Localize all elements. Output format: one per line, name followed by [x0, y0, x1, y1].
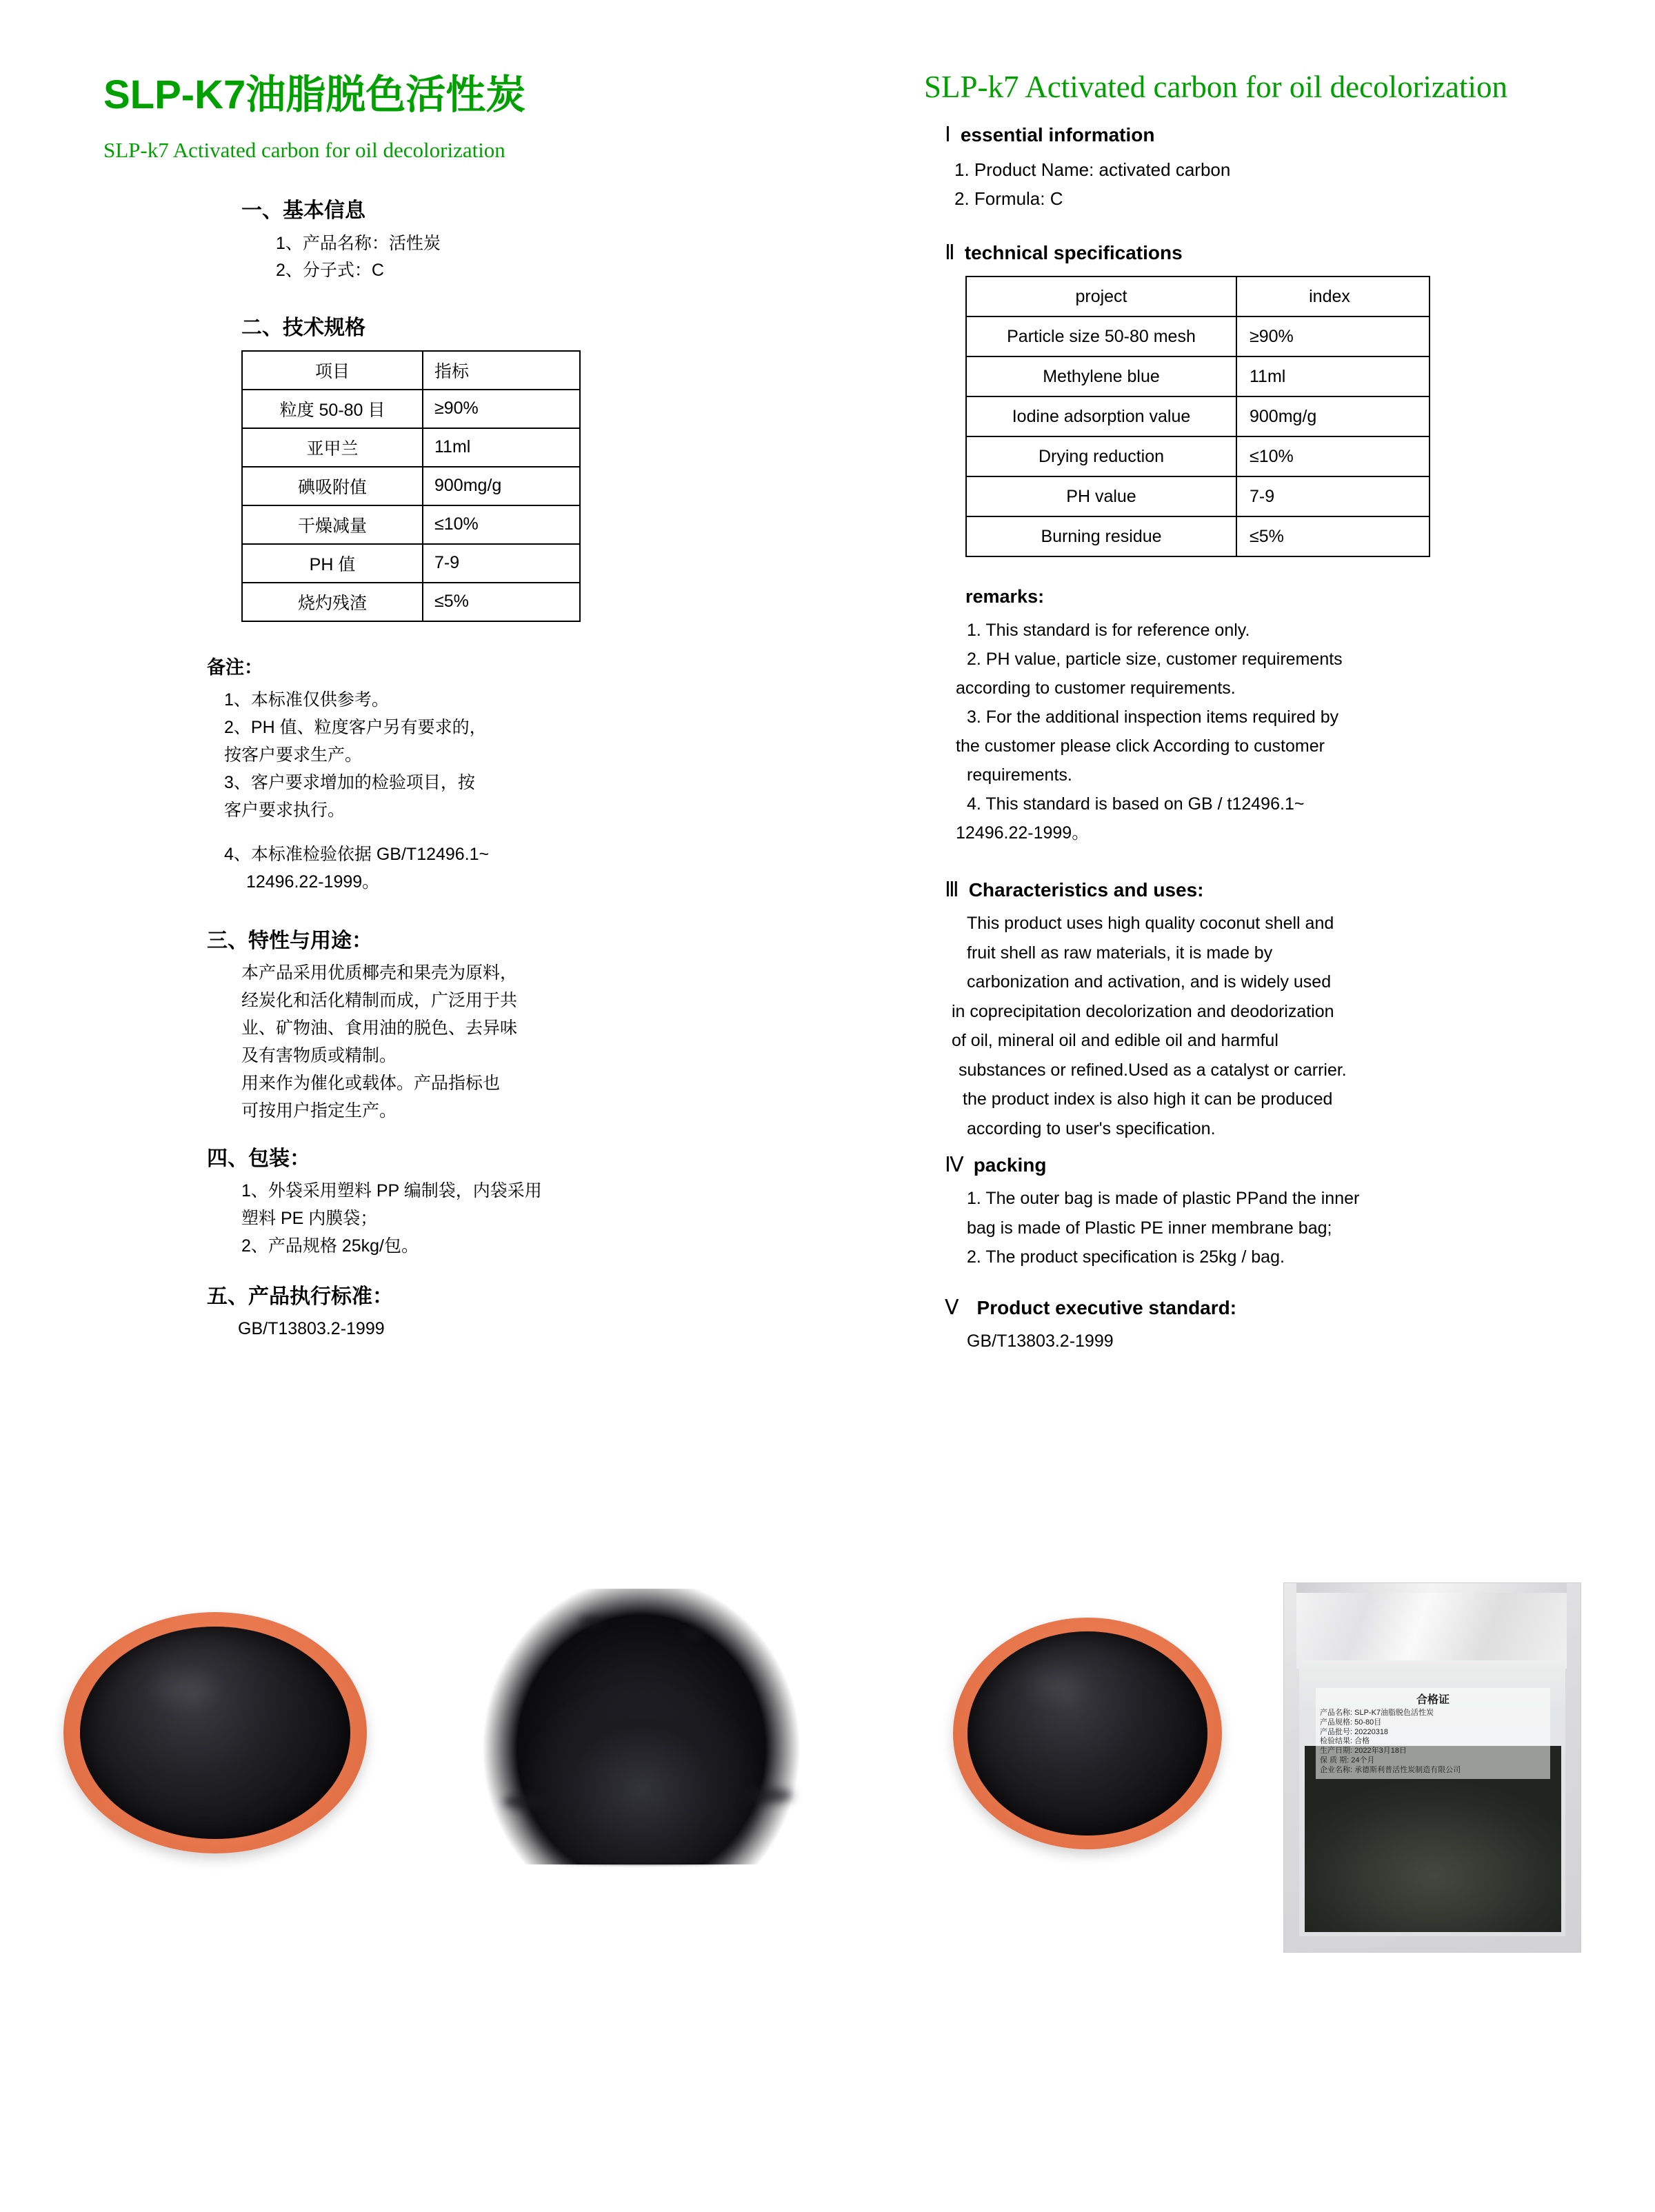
table-cell: Methylene blue: [966, 356, 1236, 396]
list-item: 2、分子式：C: [276, 260, 384, 280]
table-row: [242, 544, 580, 583]
section-5-value-cn: [238, 1315, 828, 1343]
section-title: packing: [973, 1154, 1047, 1176]
section-3-heading-cn: 三、特性与用途：: [207, 929, 372, 952]
section-4-body-en: [967, 1184, 1621, 1272]
table-row: [966, 356, 1430, 396]
section-numeral: Ⅴ: [945, 1296, 959, 1319]
certificate-line: 保 质 期: 24个月: [1320, 1756, 1375, 1764]
body-line: 可按用户指定生产。: [241, 1100, 397, 1120]
remarks-line: requirements.: [967, 765, 1072, 785]
table-header-cell: project: [966, 276, 1236, 316]
section-3-heading-en: [945, 878, 1621, 902]
table-row: [966, 436, 1430, 476]
list-item: 1. Product Name: activated carbon: [954, 159, 1231, 180]
remarks-line: 3、客户要求增加的检验项目，按: [224, 772, 475, 792]
table-cell: 烧灼残渣: [242, 583, 423, 621]
powder-highlight: [153, 1674, 215, 1702]
list-item: 2. Formula: C: [954, 188, 1063, 210]
table-row: [966, 316, 1430, 356]
section-numeral: Ⅳ: [945, 1154, 964, 1177]
section-title: technical specifications: [964, 242, 1183, 264]
table-cell: ≥90%: [423, 390, 580, 428]
body-line: according to user's specification.: [967, 1118, 1216, 1138]
section-title: Product executive standard:: [976, 1296, 1237, 1318]
section-1-list-en: [954, 155, 1621, 213]
section-numeral: Ⅱ: [945, 241, 955, 265]
body-line: 及有害物质或精制。: [241, 1045, 397, 1065]
table-cell: PH 值: [242, 544, 423, 583]
table-cell: 粒度 50-80 目: [242, 390, 423, 428]
body-line: 1、外袋采用塑料 PP 编制袋，内袋采用: [241, 1180, 542, 1200]
table-cell: ≤5%: [423, 583, 580, 621]
remarks-line: 1、本标准仅供参考。: [224, 690, 389, 710]
remarks-line: 4. This standard is based on GB / t12496.1~: [967, 794, 1305, 814]
spec-table-en: [965, 276, 1430, 557]
body-line: GB/T13803.2-1999: [967, 1331, 1114, 1351]
table-cell: ≤10%: [423, 505, 580, 544]
table-header-row: [966, 276, 1430, 316]
body-line: 1. The outer bag is made of plastic PPand the inner: [967, 1189, 1360, 1209]
table-cell: ≥90%: [1236, 316, 1430, 356]
remarks-line: 12496.22-1999。: [224, 872, 380, 892]
body-line: the product index is also high it can be produced: [963, 1089, 1333, 1109]
section-5-value-en: [967, 1327, 1621, 1356]
section-3-body-cn: [241, 959, 828, 1125]
remarks-line: 2. PH value, particle size, customer requirements: [967, 650, 1343, 670]
table-cell: 7-9: [423, 544, 580, 583]
remarks-line: 3. For the additional inspection items required by: [967, 707, 1339, 727]
body-line: of oil, mineral oil and edible oil and harmful: [952, 1031, 1278, 1051]
remarks-line: 1. This standard is for reference only.: [967, 621, 1250, 641]
remarks-heading-en: remarks:: [965, 586, 1045, 607]
table-header-row: [242, 351, 580, 390]
table-cell: 11ml: [423, 428, 580, 467]
page-subtitle-en: SLP-k7 Activated carbon for oil decolorization: [103, 138, 505, 162]
table-row: [242, 505, 580, 544]
body-line: bag is made of Plastic PE inner membrane bag;: [967, 1218, 1332, 1238]
section-4-body-cn: [241, 1177, 828, 1260]
list-item: 1、产品名称：活性炭: [276, 234, 441, 253]
remarks-line: 2、PH 值、粒度客户另有要求的，: [224, 717, 487, 737]
remarks-body-en: [956, 616, 1621, 847]
powder-dust: [683, 1630, 703, 1638]
right-column: [924, 69, 1621, 1356]
body-line: 用来作为催化或载体。产品指标也: [241, 1073, 501, 1093]
powder-mound-highlight: [496, 1649, 787, 1864]
remarks-line: the customer please click According to customer: [956, 736, 1325, 756]
remarks-line: according to customer requirements.: [956, 678, 1236, 698]
table-row: [242, 428, 580, 467]
table-cell: 900mg/g: [423, 467, 580, 505]
body-line: substances or refined.Used as a catalyst or carrier.: [959, 1060, 1347, 1080]
section-1-heading-cn: 一、基本信息: [241, 199, 365, 222]
section-5-heading-en: [945, 1296, 1621, 1320]
table-cell: 干燥减量: [242, 505, 423, 544]
table-cell: 11ml: [1236, 356, 1430, 396]
table-cell: 900mg/g: [1236, 396, 1430, 436]
section-title: essential information: [960, 124, 1155, 145]
section-2-heading-cn: 二、技术规格: [241, 316, 365, 339]
table-cell: Burning residue: [966, 516, 1236, 556]
table-header-cell: 指标: [423, 351, 580, 390]
table-header-cell: 项目: [242, 351, 423, 390]
table-cell: PH value: [966, 476, 1236, 516]
body-line: 业、矿物油、食用油的脱色、去异味: [241, 1018, 518, 1038]
page-title-en: SLP-k7 Activated carbon for oil decolorization: [924, 70, 1508, 104]
remarks-line: [224, 824, 828, 841]
certificate-label: [1316, 1688, 1550, 1779]
remarks-line: 客户要求执行。: [224, 800, 345, 820]
section-3-body-en: [952, 909, 1621, 1143]
table-cell: Iodine adsorption value: [966, 396, 1236, 436]
remarks-line: 4、本标准检验依据 GB/T12496.1~: [224, 844, 490, 864]
body-line: 2. The product specification is 25kg / bag.: [967, 1247, 1285, 1267]
body-line: This product uses high quality coconut shell and: [967, 914, 1334, 934]
certificate-line: 生产日期: 2022年3月18日: [1320, 1747, 1407, 1755]
section-2-heading-en: [945, 241, 1621, 265]
remarks-heading-cn: 备注：: [207, 656, 263, 678]
section-4-heading-cn: 四、包装：: [207, 1147, 310, 1170]
certificate-title: 合格证: [1416, 1694, 1450, 1706]
table-row: [966, 516, 1430, 556]
table-row: [966, 476, 1430, 516]
section-5-heading-cn: 五、产品执行标准：: [207, 1285, 393, 1308]
powder-dust: [579, 1616, 603, 1626]
activated-carbon-powder-in-orange-bowl-2: [953, 1618, 1222, 1849]
section-numeral: Ⅰ: [945, 123, 951, 146]
table-cell: 碘吸附值: [242, 467, 423, 505]
table-cell: ≤5%: [1236, 516, 1430, 556]
powder-dust: [745, 1789, 793, 1802]
body-line: GB/T13803.2-1999: [238, 1318, 385, 1338]
body-line: 本产品采用优质椰壳和果壳为原料，: [241, 963, 518, 983]
activated-carbon-powder-in-orange-bowl: [63, 1612, 367, 1853]
page-title-cn: SLP-K7油脂脱色活性炭: [103, 72, 526, 117]
section-1-list-cn: [276, 230, 828, 284]
powder-highlight: [1029, 1673, 1084, 1698]
body-line: in coprecipitation decolorization and deodorization: [952, 1001, 1334, 1021]
spec-table-cn: [241, 350, 581, 622]
table-header-cell: index: [1236, 276, 1430, 316]
remarks-line: 12496.22-1999。: [956, 823, 1090, 843]
powder-dust: [503, 1796, 545, 1808]
body-line: fruit shell as raw materials, it is made by: [967, 943, 1273, 963]
body-line: 2、产品规格 25kg/包。: [241, 1236, 419, 1256]
carbon-powder: [967, 1631, 1207, 1836]
certificate-line: 检验结果: 合格: [1320, 1737, 1370, 1746]
section-4-heading-en: [945, 1153, 1621, 1177]
certificate-line: 产品名称: SLP-K7油脂脱色活性炭: [1320, 1709, 1434, 1717]
remarks-line: 按客户要求生产。: [224, 745, 363, 765]
remarks-body-cn: [224, 686, 828, 896]
table-row: [966, 396, 1430, 436]
section-numeral: Ⅲ: [945, 878, 959, 902]
table-cell: ≤10%: [1236, 436, 1430, 476]
activated-carbon-powder-pile: [476, 1589, 807, 1864]
table-row: [242, 390, 580, 428]
body-line: 塑料 PE 内膜袋；: [241, 1208, 378, 1228]
body-line: 经炭化和活化精制而成，广泛用于共: [241, 990, 518, 1010]
bag-top: [1296, 1593, 1567, 1669]
left-column: [103, 62, 828, 1343]
certificate-line: 企业名称: 承德斯利普活性炭制造有限公司: [1320, 1765, 1461, 1774]
certificate-line: 产品批号: 20220318: [1320, 1727, 1389, 1736]
certificate-line: 产品规格: 50-80目: [1320, 1718, 1382, 1727]
table-row: [242, 583, 580, 621]
table-cell: 7-9: [1236, 476, 1430, 516]
body-line: carbonization and activation, and is widely used: [967, 972, 1332, 992]
table-cell: Drying reduction: [966, 436, 1236, 476]
section-1-heading-en: [945, 123, 1621, 147]
product-bag-with-certificate-label: [1284, 1583, 1581, 1952]
table-row: [242, 467, 580, 505]
carbon-powder: [80, 1627, 350, 1839]
table-cell: Particle size 50-80 mesh: [966, 316, 1236, 356]
section-title: Characteristics and uses:: [968, 879, 1204, 901]
table-cell: 亚甲兰: [242, 428, 423, 467]
